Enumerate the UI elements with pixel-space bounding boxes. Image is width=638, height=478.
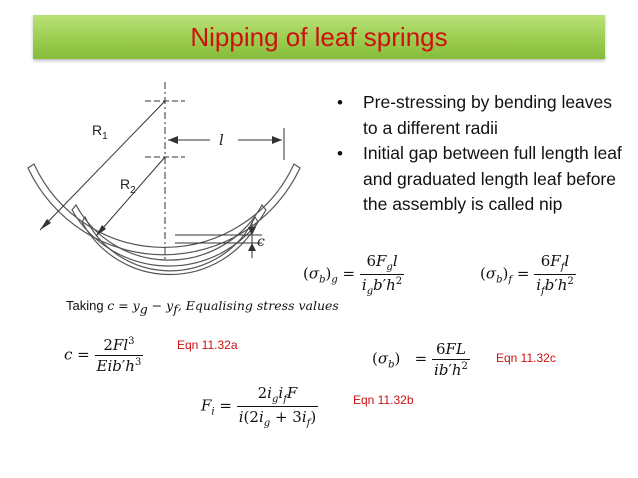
r1-line (40, 101, 165, 230)
label-r2: $R_2$ (120, 176, 136, 196)
label-l: l (219, 131, 224, 149)
c-arrow-top (248, 227, 256, 235)
label-c: c (257, 234, 265, 250)
slide-title: Nipping of leaf springs (190, 22, 448, 52)
eqn-11-32b-label: Eqn 11.32b (353, 393, 414, 407)
leaf-spring-diagram (0, 60, 320, 290)
bullet-list (333, 90, 623, 218)
c-arrow-bot (248, 243, 256, 251)
eqn-11-32a-label: Eqn 11.32a (177, 338, 238, 352)
taking-line: Taking $c = y_g - y_f$, Equalising stress values (66, 298, 339, 317)
bullet-item: • Pre-stressing by bending leaves to a different radii (337, 92, 613, 138)
formula-sigma-bg: $(\sigma_b)_g$ = $\frac{6F_gl}{i_gb'h^2}$ (303, 252, 403, 297)
label-r1: $R_1$ (92, 122, 108, 142)
formula-sigma-b: $(\sigma_b)$ = $\frac{6FL}{ib'h^2}$ (372, 340, 468, 379)
bullet-dot: • (337, 93, 343, 112)
bullet-dot: • (337, 144, 343, 163)
formula-fi: $F_i$ = $\frac{2i_gi_fF}{i(2i_g + 3i_f)}$ (201, 384, 317, 429)
r2-line (96, 157, 165, 236)
bullet-item: • Initial gap between full length leaf and graduated length leaf before the assembly is called nip (337, 143, 622, 214)
eqn-11-32c-label: Eqn 11.32c (496, 351, 556, 365)
formula-c: c = $\frac{2Fl^3}{Eib'h^3}$ (64, 336, 142, 375)
formula-sigma-bf: $(\sigma_b)_f$ = $\frac{6F_fl}{i_fb'h^2}$ (480, 252, 574, 297)
l-arrow-right (272, 136, 282, 144)
graduated-leaf-1 (72, 205, 266, 266)
l-arrow-left (168, 136, 178, 144)
